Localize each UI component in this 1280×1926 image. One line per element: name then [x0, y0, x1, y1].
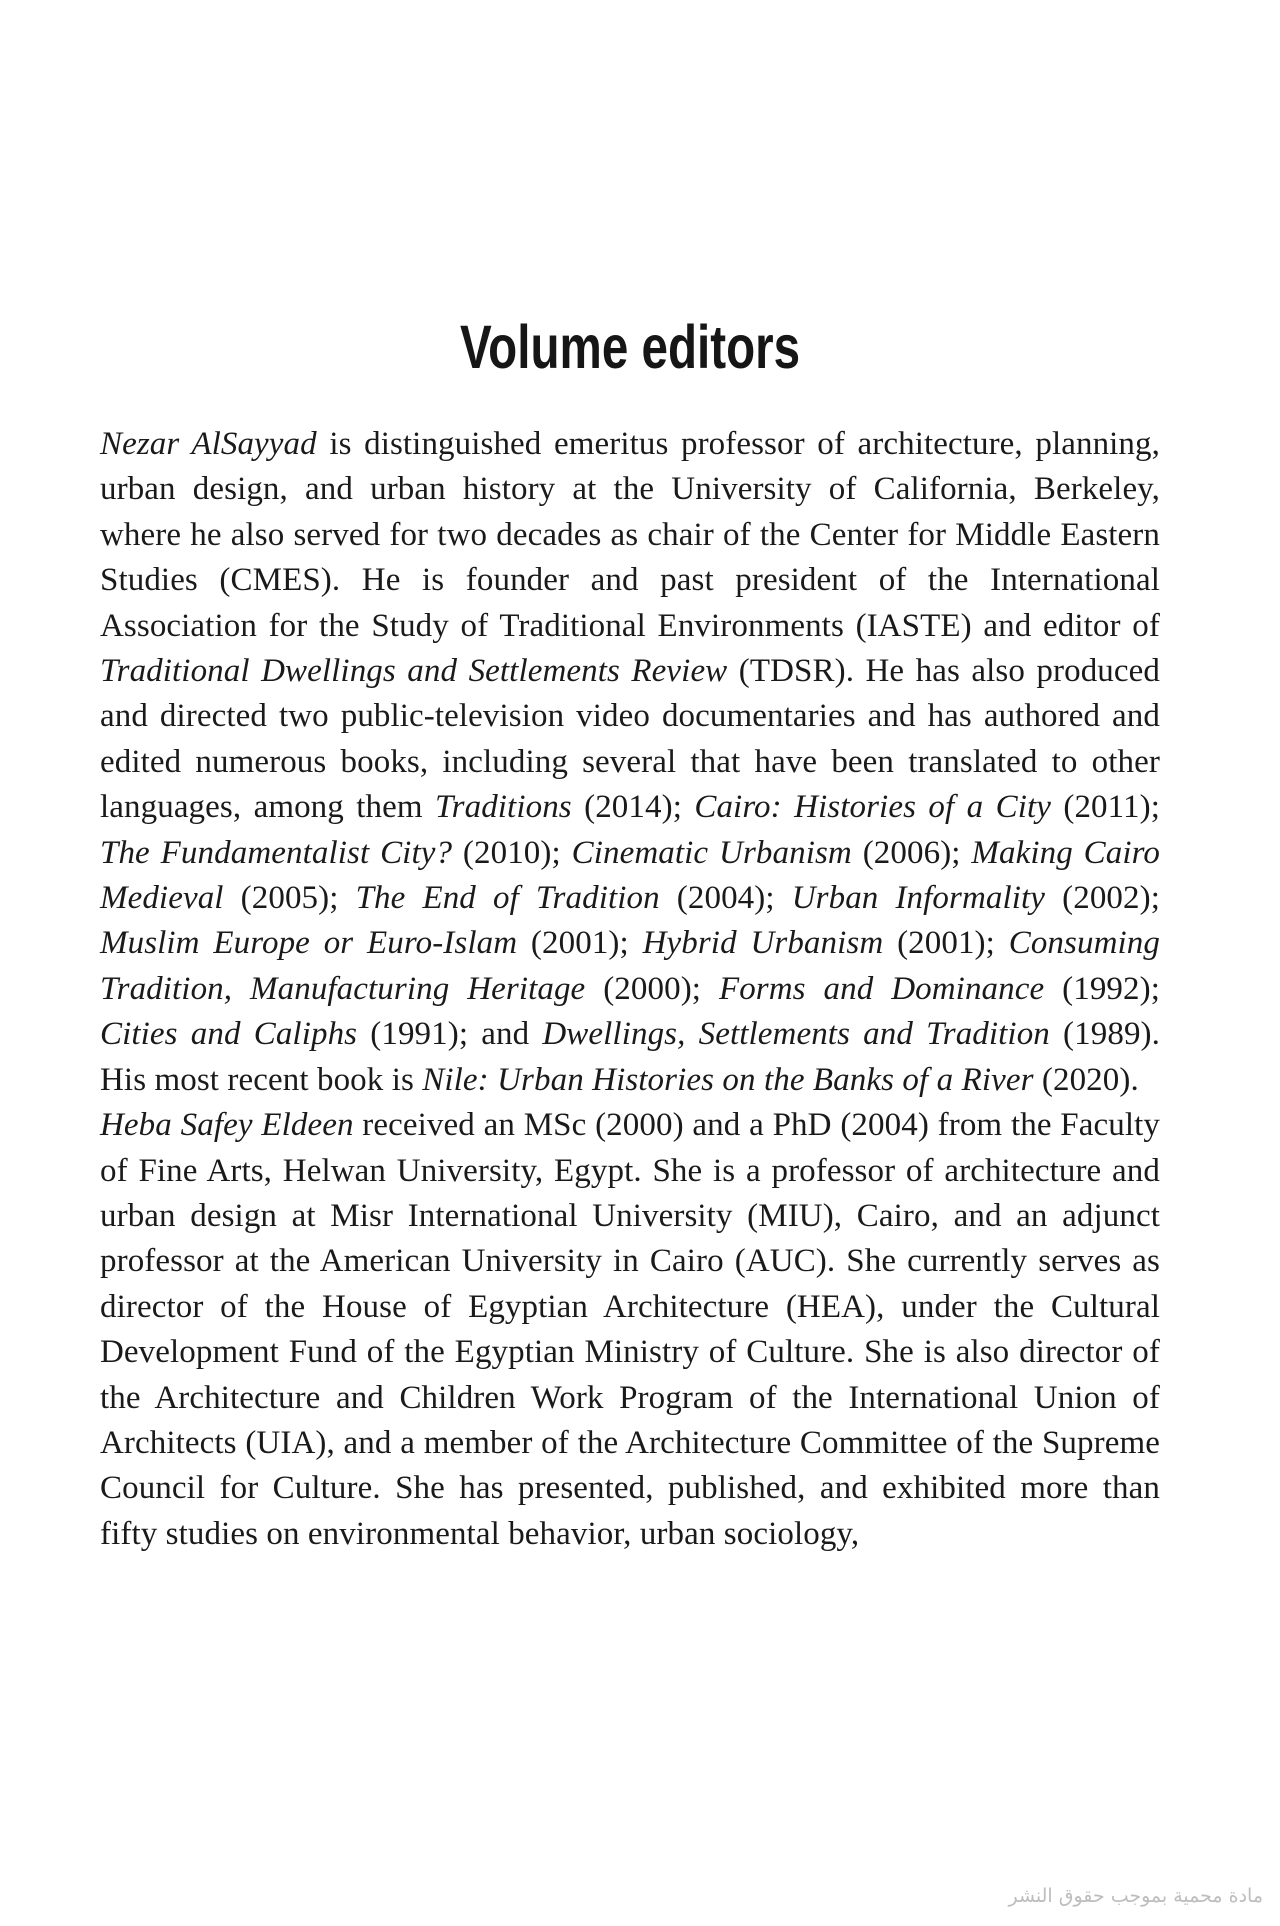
text-run: (2011);: [1051, 789, 1160, 826]
text-run: (2020).: [1033, 1061, 1139, 1098]
italic-run: Cairo: Histories of a City: [694, 789, 1051, 826]
text-run: received an MSc (2000) and a PhD (2004) from the Faculty of Fine Arts, Helwan University, Egypt. She is a professor of architecture and urban design at Misr International University (MIU), Cairo, and an adjunct professor at the American University in Cairo (AUC). She currently serves as director of the House of Egyptian Architecture (HEA), under the Cultural Development Fund of the Egyptian Ministry of Culture. She is also director of the Architecture and Children Work Program of the International Union of Architects (UIA), and a member of the Architecture Committee of the Supreme Council for Culture. She has presented, published, and exhibited more than fifty studies on environmental behavior, urban sociology,: [100, 1107, 1160, 1552]
text-run: (2001);: [517, 925, 643, 962]
text-run: (1992);: [1044, 970, 1160, 1007]
text-run: (TDSR). He has also produced and directed two public-television video documentaries and has authored and edited numerous books, including several that have been translated to other languages, among them: [100, 653, 1160, 826]
italic-run: Cities and Caliphs: [100, 1016, 358, 1053]
text-run: (2006);: [851, 834, 972, 871]
italic-run: The Fundamentalist City?: [100, 834, 453, 871]
text-run: (2005);: [223, 880, 356, 917]
italic-run: Traditional Dwellings and Settlements Review: [100, 653, 728, 690]
page-title: [100, 312, 1160, 381]
italic-run: Urban Informality: [791, 880, 1046, 917]
text-run: (2004);: [659, 880, 792, 917]
bio-paragraph: [100, 1103, 1160, 1557]
text-run: (2010);: [452, 834, 572, 871]
text-run: (2001);: [883, 925, 1009, 962]
italic-run: Consuming Tradition, Manufacturing Heritage: [100, 925, 1160, 1007]
italic-run: Hybrid Urbanism: [642, 925, 884, 962]
copyright-watermark: مادة محمية بموجب حقوق النشر: [1008, 1885, 1263, 1907]
italic-run: Nile: Urban Histories on the Banks of a River: [422, 1061, 1034, 1098]
text-run: (1991); and: [357, 1016, 543, 1053]
italic-run: Cinematic Urbanism: [571, 834, 852, 871]
page-title-text: Volume editors: [459, 312, 801, 381]
text-run: (2014);: [571, 789, 695, 826]
italic-run: The End of Tradition: [355, 880, 660, 917]
text-run: (2002);: [1045, 880, 1160, 917]
text-run: is distinguished emeritus professor of architecture, planning, urban design, and urban history at the University of California, Berkeley, where he also served for two decades as chair of the Center for Middle Eastern Studies (CMES). He is founder and past president of the International Association for the Study of Traditional Environments (IASTE) and editor of: [100, 426, 1160, 644]
bio-paragraph: [100, 422, 1160, 1103]
italic-run: Making Cairo Medieval: [100, 834, 1160, 917]
text-run: (1989). His most recent book is: [100, 1016, 1160, 1098]
italic-run: Traditions: [435, 789, 572, 826]
italic-run: Heba Safey Eldeen: [100, 1107, 354, 1144]
italic-run: Forms and Dominance: [718, 970, 1045, 1007]
italic-run: Dwellings, Settlements and Tradition: [542, 1016, 1050, 1053]
editor-bios: [100, 422, 1160, 1557]
italic-run: Muslim Europe or Euro-Islam: [100, 925, 518, 962]
text-run: (2000);: [585, 970, 719, 1007]
italic-run: Nezar AlSayyad: [100, 426, 317, 462]
